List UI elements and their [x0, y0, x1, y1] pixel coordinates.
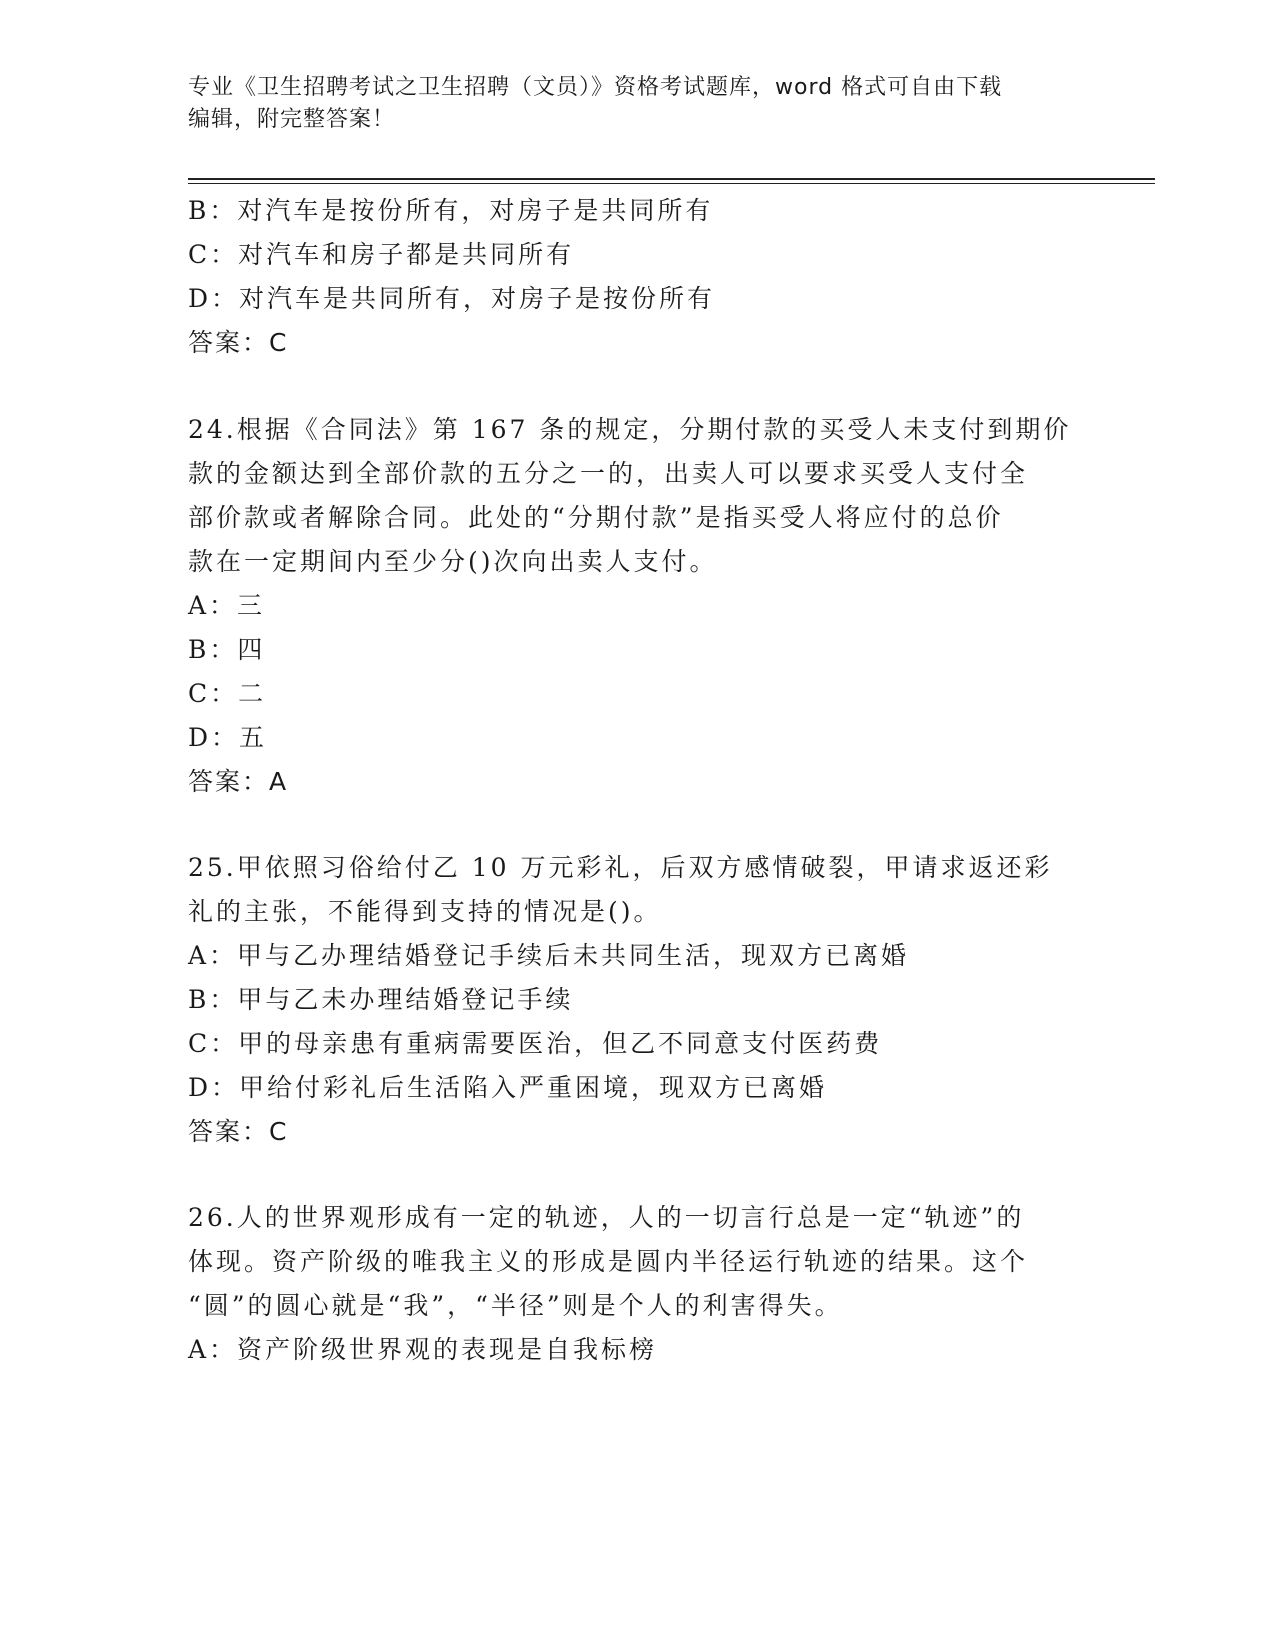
q24-option-a: A：三: [188, 591, 266, 620]
q24-stem-line-3: 部价款或者解除合同。此处的“分期付款”是指买受人将应付的总价: [188, 503, 1004, 532]
q24-stem-line-1: 24.根据《合同法》第 167 条的规定，分期付款的买受人未支付到期价: [188, 415, 1072, 444]
q25-stem-line-2: 礼的主张，不能得到支持的情况是()。: [188, 897, 662, 926]
header-line-1: 专业《卫生招聘考试之卫生招聘（文员）》资格考试题库，word 格式可自由下载: [188, 75, 1003, 100]
q26-stem-line-1: 26.人的世界观形成有一定的轨迹，人的一切言行总是一定“轨迹”的: [188, 1203, 1025, 1232]
q24-option-b: B：四: [188, 635, 266, 664]
q26-stem-line-3: “圆”的圆心就是“我”，“半径”则是个人的利害得失。: [188, 1291, 843, 1320]
q24-option-d: D：五: [188, 723, 268, 752]
header-rule-thin: [188, 183, 1155, 184]
q25-option-c: C：甲的母亲患有重病需要医治，但乙不同意支付医药费: [188, 1029, 883, 1058]
q25-stem-line-1: 25.甲依照习俗给付乙 10 万元彩礼，后双方感情破裂，甲请求返还彩: [188, 853, 1053, 882]
q23-answer: 答案：C: [188, 328, 289, 357]
q25-option-b: B：甲与乙未办理结婚登记手续: [188, 985, 574, 1014]
header-rule-thick: [188, 178, 1155, 180]
q24-stem-line-4: 款在一定期间内至少分()次向出卖人支付。: [188, 547, 718, 576]
q26-option-a: A：资产阶级世界观的表现是自我标榜: [188, 1335, 658, 1364]
q26-stem-line-2: 体现。资产阶级的唯我主义的形成是圆内半径运行轨迹的结果。这个: [188, 1247, 1029, 1276]
q25-answer: 答案：C: [188, 1117, 289, 1146]
q24-answer: 答案：A: [188, 767, 289, 796]
document-header: [188, 72, 1088, 136]
q23-option-d: D：对汽车是共同所有，对房子是按份所有: [188, 284, 716, 313]
q25-option-a: A：甲与乙办理结婚登记手续后未共同生活，现双方已离婚: [188, 941, 910, 970]
q25-option-d: D：甲给付彩礼后生活陷入严重困境，现双方已离婚: [188, 1073, 828, 1102]
q23-option-b: B：对汽车是按份所有，对房子是共同所有: [188, 196, 714, 225]
header-line-2: 编辑，附完整答案！: [188, 107, 396, 132]
q23-option-c: C：对汽车和房子都是共同所有: [188, 240, 575, 269]
q24-option-c: C：二: [188, 679, 267, 708]
q24-stem-line-2: 款的金额达到全部价款的五分之一的，出卖人可以要求买受人支付全: [188, 459, 1029, 488]
